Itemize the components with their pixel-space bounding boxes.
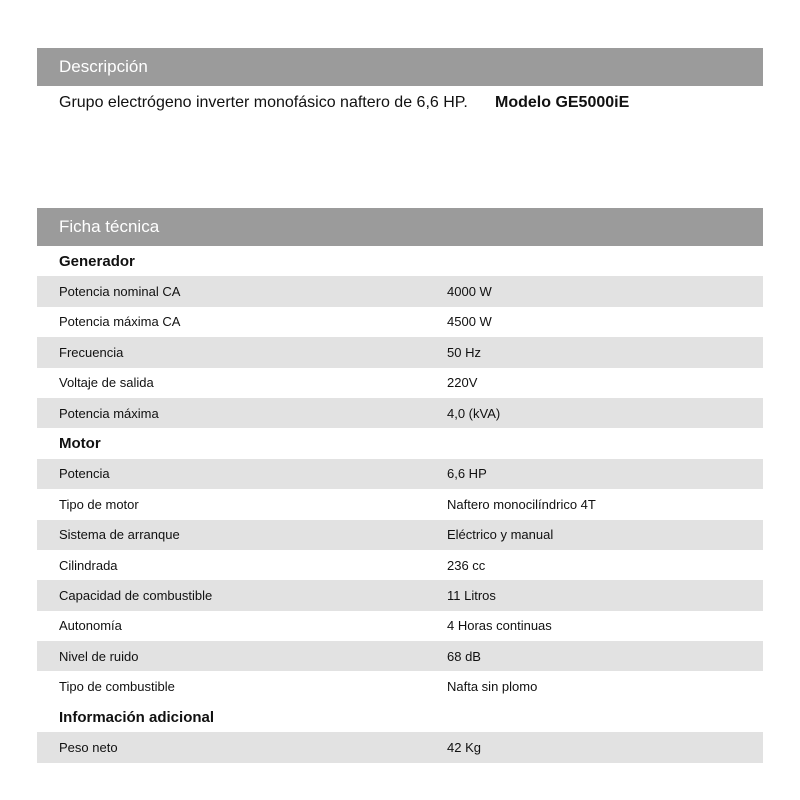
- spec-row: [37, 732, 763, 762]
- spec-group-title: Motor: [37, 428, 763, 458]
- model-name: Modelo GE5000iE: [495, 94, 630, 111]
- spec-value: 50 Hz: [411, 337, 763, 367]
- spec-value: 6,6 HP: [411, 459, 763, 489]
- spec-row: [37, 550, 763, 580]
- spec-row: [37, 671, 763, 701]
- spec-value: 11 Litros: [411, 580, 763, 610]
- spec-group-title: Generador: [37, 246, 763, 276]
- spec-value: 4000 W: [411, 276, 763, 306]
- spec-label: Potencia máxima CA: [37, 307, 411, 337]
- spec-group-header: [37, 428, 763, 458]
- spec-row: [37, 580, 763, 610]
- spec-label: Sistema de arranque: [37, 520, 411, 550]
- spec-label: Tipo de motor: [37, 489, 411, 519]
- descripcion-header: Descripción: [37, 48, 763, 86]
- ficha-tecnica-header: Ficha técnica: [37, 208, 763, 246]
- spec-value: 68 dB: [411, 641, 763, 671]
- descripcion-text: Grupo electrógeno inverter monofásico naftero de 6,6 HP.: [59, 94, 468, 111]
- spec-row: [37, 398, 763, 428]
- spec-value: 220V: [411, 368, 763, 398]
- spec-value: 236 cc: [411, 550, 763, 580]
- spec-label: Peso neto: [37, 732, 411, 762]
- spec-row: [37, 611, 763, 641]
- spec-value: Eléctrico y manual: [411, 520, 763, 550]
- spec-value: Naftero monocilíndrico 4T: [411, 489, 763, 519]
- spec-value: Nafta sin plomo: [411, 671, 763, 701]
- spec-row: [37, 337, 763, 367]
- spec-row: [37, 520, 763, 550]
- spec-row: [37, 641, 763, 671]
- spec-value: 4 Horas continuas: [411, 611, 763, 641]
- spec-label: Nivel de ruido: [37, 641, 411, 671]
- spec-group-header: [37, 702, 763, 732]
- spec-label: Potencia: [37, 459, 411, 489]
- spec-value: 4500 W: [411, 307, 763, 337]
- spec-label: Potencia máxima: [37, 398, 411, 428]
- spec-row: [37, 459, 763, 489]
- spec-label: Potencia nominal CA: [37, 276, 411, 306]
- spec-group-title: Información adicional: [37, 702, 763, 732]
- spec-label: Capacidad de combustible: [37, 580, 411, 610]
- spec-label: Cilindrada: [37, 550, 411, 580]
- spec-value: 4,0 (kVA): [411, 398, 763, 428]
- spec-value: 42 Kg: [411, 732, 763, 762]
- product-sheet: [37, 48, 763, 763]
- spec-row: [37, 276, 763, 306]
- spec-label: Tipo de combustible: [37, 671, 411, 701]
- spec-row: [37, 489, 763, 519]
- spec-label: Autonomía: [37, 611, 411, 641]
- descripcion-body: [37, 86, 763, 208]
- spec-row: [37, 307, 763, 337]
- spec-row: [37, 368, 763, 398]
- spec-table: [37, 246, 763, 763]
- spec-label: Frecuencia: [37, 337, 411, 367]
- spec-group-header: [37, 246, 763, 276]
- spec-label: Voltaje de salida: [37, 368, 411, 398]
